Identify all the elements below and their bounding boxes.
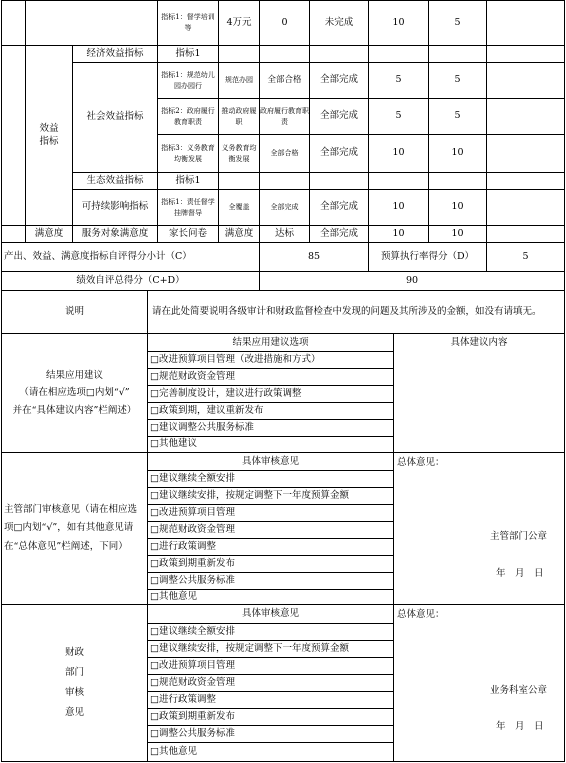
social-indicator-3: 指标3：义务教育均衡发展 [157, 134, 219, 173]
economic-weight [368, 45, 429, 63]
target-cell: 4万元 [218, 0, 260, 46]
satisfaction-indicator: 家长问卷 [157, 225, 219, 243]
economic-status [309, 45, 369, 63]
social-weight-2: 5 [368, 98, 429, 135]
supervisor-option-6[interactable]: □政策到期重新发布 [148, 555, 393, 572]
social-score-3: 10 [428, 134, 487, 173]
indicator-cell: 指标1：督学培训等 [157, 0, 219, 46]
result-detail-box[interactable] [393, 333, 565, 453]
economic-remark [486, 45, 565, 63]
supervisor-option-7[interactable]: □调整公共服务标准 [148, 572, 393, 589]
supervisor-option-8[interactable]: □其他意见 [148, 589, 393, 604]
satisfaction-label: 服务对象满意度 [72, 225, 158, 243]
score-cell: 5 [428, 0, 487, 46]
social-weight-1: 5 [368, 62, 429, 99]
supervisor-option-5[interactable]: □进行政策调整 [148, 538, 393, 555]
result-option-2[interactable]: □规范财政资金管理 [148, 368, 393, 385]
social-status-2: 全部完成 [309, 98, 369, 135]
status-cell: 未完成 [309, 0, 369, 46]
supervisor-option-1[interactable]: □建议继续全额安排 [148, 470, 393, 487]
finance-option-6[interactable]: □政策到期重新发布 [148, 708, 393, 725]
sustainable-score: 10 [428, 189, 487, 226]
result-label-line-3: 并在“具体建议内容”栏阐述） [12, 404, 137, 416]
supervisor-overall-box[interactable] [393, 452, 565, 605]
total-label: 绩效自评总得分（C+D） [1, 271, 260, 291]
blank-subcategory-cell [25, 0, 158, 46]
economic-label: 经济效益指标 [72, 45, 158, 63]
finance-option-1[interactable]: □建议继续全额安排 [148, 623, 393, 640]
ecological-label: 生态效益指标 [72, 172, 158, 190]
weight-cell: 10 [368, 0, 429, 46]
social-status-1: 全部完成 [309, 62, 369, 99]
satisfaction-remark [486, 225, 565, 243]
ecological-target [218, 172, 260, 190]
finance-label-line-1: 财政 [64, 647, 84, 659]
benefit-category-label [25, 45, 73, 226]
benefit-category-cell [1, 45, 26, 226]
satisfaction-actual: 达标 [259, 225, 310, 243]
social-actual-3: 全部合格 [259, 134, 310, 173]
satisfaction-status: 全部完成 [309, 225, 369, 243]
sustainable-indicator: 指标1：责任督学挂牌督导 [157, 189, 219, 226]
social-status-3: 全部完成 [309, 134, 369, 173]
supervisor-option-4[interactable]: □规范财政资金管理 [148, 521, 393, 538]
ecological-remark [486, 172, 565, 190]
satisfaction-weight: 10 [368, 225, 429, 243]
result-detail-header: 具体建议内容 [450, 336, 508, 348]
supervisor-option-2[interactable]: □建议继续安排，按规定调整下一年度预算金额 [148, 487, 393, 504]
ecological-actual [259, 172, 310, 190]
social-remark-3 [486, 134, 565, 173]
result-option-4[interactable]: □政策到期，建议重新发布 [148, 402, 393, 419]
finance-label [1, 604, 148, 762]
supervisor-overall-label: 总体意见： [397, 457, 445, 468]
sustainable-status: 全部完成 [309, 189, 369, 226]
economic-score [428, 45, 487, 63]
economic-actual [259, 45, 310, 63]
supervisor-label: 主管部门审核意见（请在相应选项□内划“√”，如有其他意见请在“总体意见”栏阐述，下同） [1, 452, 148, 605]
sustainable-weight: 10 [368, 189, 429, 226]
result-option-1[interactable]: □改进预算项目管理（改进措施和方式） [148, 351, 393, 368]
budget-rate-value: 5 [486, 242, 565, 272]
blank-category-cell [1, 0, 26, 46]
note-text: 请在此处简要说明各级审计和财政监督检查中发现的问题及其所涉及的金额，如没有请填无。 [147, 290, 565, 334]
finance-overall-box[interactable] [393, 604, 565, 762]
finance-options-header: 具体审核意见 [241, 607, 299, 619]
result-label-line-2: （请在相应选项□内划“√” [19, 387, 130, 399]
finance-option-4[interactable]: □规范财政资金管理 [148, 674, 393, 691]
supervisor-options-header: 具体审核意见 [241, 455, 299, 467]
social-indicator-2: 指标2：政府履行教育职责 [157, 98, 219, 135]
remark-cell [486, 0, 565, 46]
finance-seal: 业务科室公章 [490, 685, 548, 696]
ecological-weight [368, 172, 429, 190]
sustainable-label: 可持续影响指标 [72, 189, 158, 226]
economic-target [218, 45, 260, 63]
budget-rate-label: 预算执行率得分（D） [368, 242, 487, 272]
social-label: 社会效益指标 [72, 62, 158, 173]
result-options-header: 结果应用建议选项 [232, 336, 309, 348]
supervisor-date: 年 月 日 [496, 568, 544, 579]
result-label-line-1: 结果应用建议 [45, 370, 103, 382]
social-weight-3: 10 [368, 134, 429, 173]
finance-option-2[interactable]: □建议继续安排，按规定调整下一年度预算金额 [148, 640, 393, 657]
evaluation-form [1, 0, 565, 762]
result-option-5[interactable]: □建议调整公共服务标准 [148, 419, 393, 436]
supervisor-options-box [147, 452, 394, 605]
total-value: 90 [259, 271, 565, 291]
actual-cell: 0 [259, 0, 310, 46]
sustainable-remark [486, 189, 565, 226]
social-remark-2 [486, 98, 565, 135]
finance-label-line-4: 意见 [64, 706, 84, 718]
finance-label-line-3: 审核 [64, 687, 84, 698]
satisfaction-score: 10 [428, 225, 487, 243]
finance-option-8[interactable]: □其他意见 [148, 742, 393, 761]
ecological-indicator: 指标1 [157, 172, 219, 190]
finance-option-5[interactable]: □进行政策调整 [148, 691, 393, 708]
social-score-1: 5 [428, 62, 487, 99]
sustainable-actual: 全部完成 [259, 189, 310, 226]
satisfaction-category: 满意度 [25, 225, 73, 243]
satisfaction-blank [1, 225, 26, 243]
subtotal-label: 产出、效益、满意度指标自评得分小计（C） [1, 242, 260, 272]
finance-options-box [147, 604, 394, 762]
finance-date: 年 月 日 [496, 721, 544, 732]
social-actual-1: 全部合格 [259, 62, 310, 99]
social-target-3: 义务教育均衡发展 [218, 134, 260, 173]
supervisor-option-3[interactable]: □改进预算项目管理 [148, 504, 393, 521]
result-label [1, 333, 148, 453]
satisfaction-target: 满意度 [218, 225, 260, 243]
social-remark-1 [486, 62, 565, 99]
subtotal-value: 85 [259, 242, 369, 272]
result-options-box [147, 333, 394, 453]
sustainable-target: 全覆盖 [218, 189, 260, 226]
social-score-2: 5 [428, 98, 487, 135]
result-option-6[interactable]: □其他建议 [148, 436, 393, 452]
result-option-3[interactable]: □完善制度设计，建议进行政策调整 [148, 385, 393, 402]
benefit-category-text: 效益指标 [39, 123, 59, 147]
economic-indicator: 指标1 [157, 45, 219, 63]
note-label: 说明 [1, 290, 148, 334]
supervisor-seal: 主管部门公章 [490, 531, 548, 542]
finance-option-7[interactable]: □调整公共服务标准 [148, 725, 393, 742]
social-target-1: 规范办园 [218, 62, 260, 99]
social-target-2: 推动政府履职 [218, 98, 260, 135]
social-actual-2: 政府履行教育职责 [259, 98, 310, 135]
ecological-score [428, 172, 487, 190]
ecological-status [309, 172, 369, 190]
finance-label-line-2: 部门 [64, 667, 84, 679]
social-indicator-1: 指标1：规范幼儿园办园行 [157, 62, 219, 99]
finance-overall-label: 总体意见： [397, 609, 445, 620]
finance-option-3[interactable]: □改进预算项目管理 [148, 657, 393, 674]
